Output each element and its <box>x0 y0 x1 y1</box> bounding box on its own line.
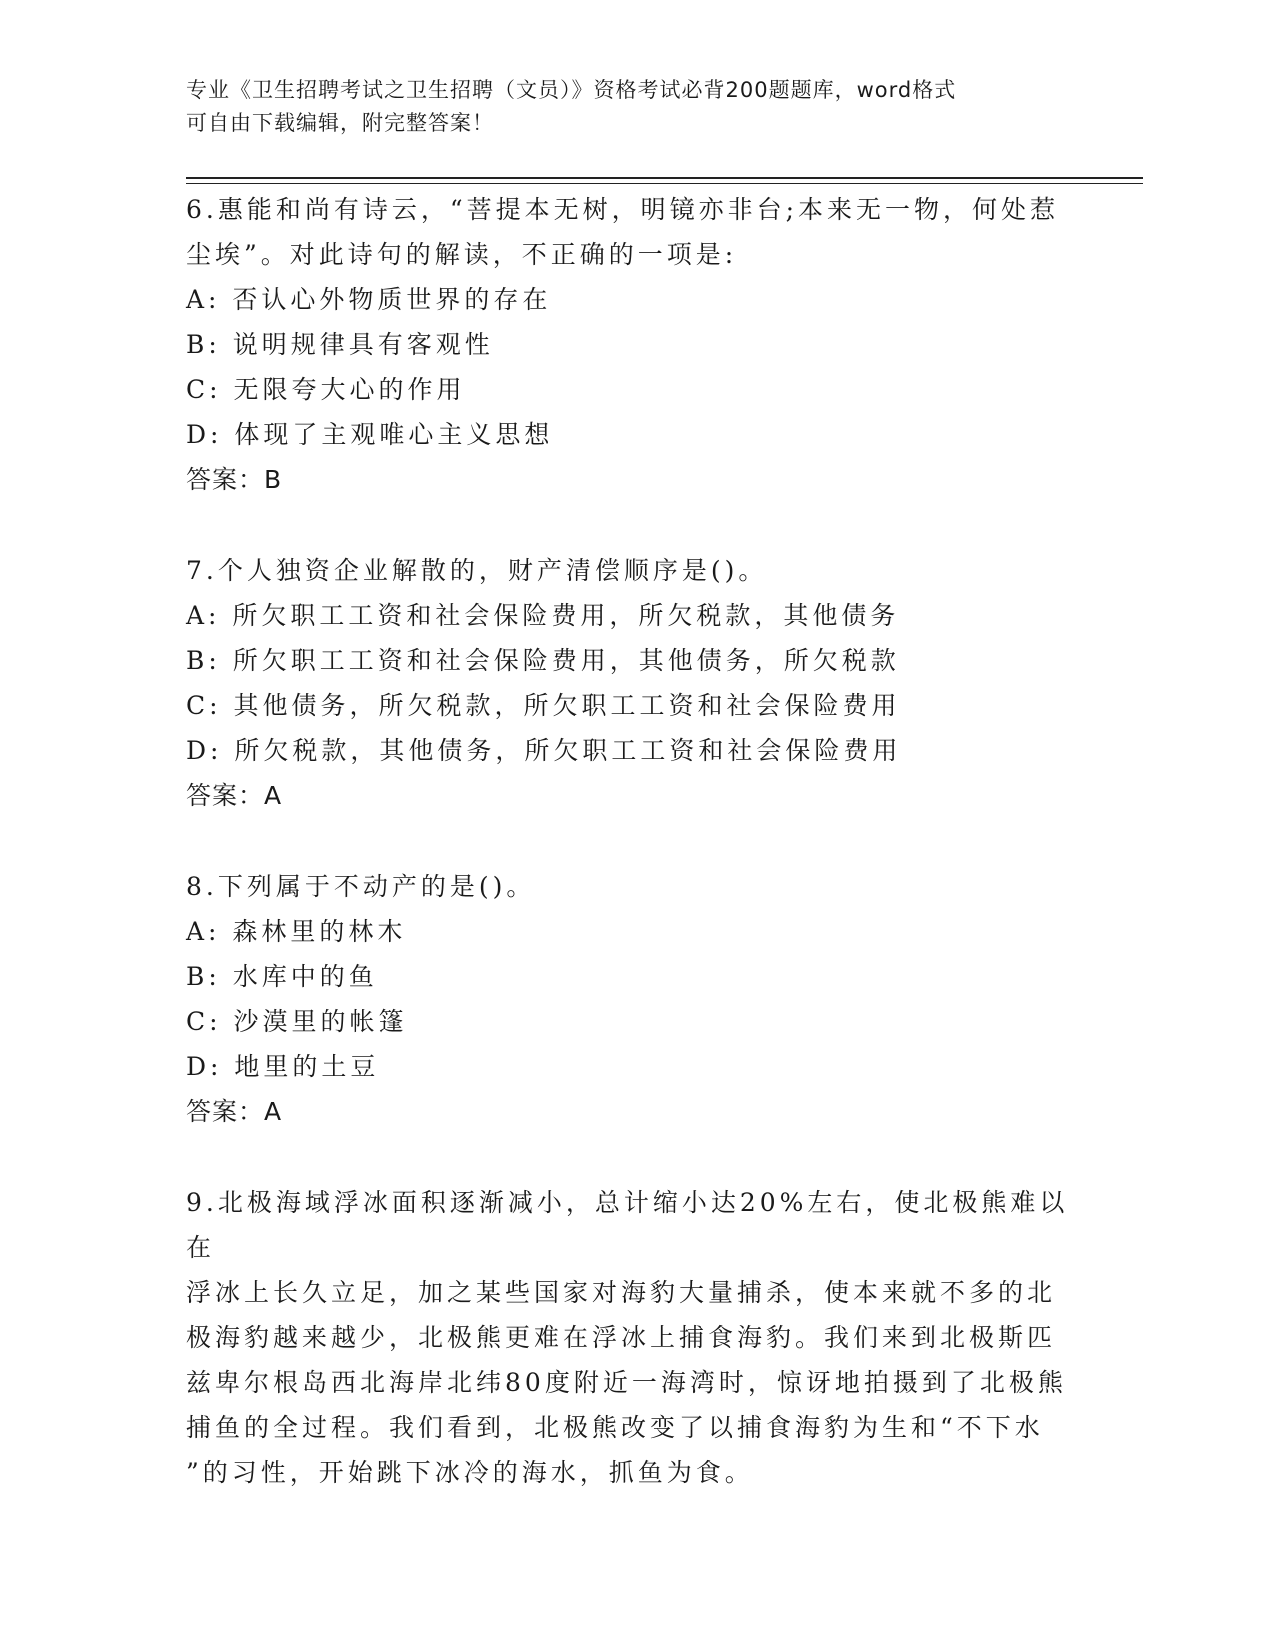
question-7 <box>186 548 1086 818</box>
answer-label: 答案：B <box>186 465 283 494</box>
question-stem <box>186 548 1086 593</box>
question-stem-line: 9.北极海域浮冰面积逐渐减小，总计缩小达20%左右，使北极熊难以在 <box>186 1188 1069 1262</box>
question-6 <box>186 187 1086 502</box>
question-stem-line: 兹卑尔根岛西北海岸北纬80度附近一海湾时，惊讶地拍摄到了北极熊 <box>186 1368 1067 1397</box>
answer-label: 答案：A <box>186 781 283 810</box>
question-stem <box>186 187 1086 277</box>
option-a: A: 否认心外物质世界的存在 <box>186 285 552 314</box>
question-8 <box>186 864 1086 1134</box>
option-d: D: 所欠税款，其他债务，所欠职工工资和社会保险费用 <box>186 736 902 765</box>
header-divider-thin <box>186 183 1143 184</box>
option-a: A: 所欠职工工资和社会保险费用，所欠税款，其他债务 <box>186 601 900 630</box>
option-d: D: 体现了主观唯心主义思想 <box>186 420 554 449</box>
document-header <box>186 74 1086 140</box>
header-divider-thick <box>186 177 1143 179</box>
option-b: B: 说明规律具有客观性 <box>186 330 494 359</box>
question-stem-line: ”的习性，开始跳下冰冷的海水，抓鱼为食。 <box>186 1458 754 1487</box>
option-a: A: 森林里的林木 <box>186 917 407 946</box>
answer-label: 答案：A <box>186 1097 283 1126</box>
question-stem <box>186 1180 1086 1495</box>
question-stem-line: 捕鱼的全过程。我们看到，北极熊改变了以捕食海豹为生和“不下水 <box>186 1413 1044 1442</box>
question-stem-line: 8.下列属于不动产的是()。 <box>186 872 536 901</box>
question-stem-line: 极海豹越来越少，北极熊更难在浮冰上捕食海豹。我们来到北极斯匹 <box>186 1323 1057 1352</box>
option-b: B: 所欠职工工资和社会保险费用，其他债务，所欠税款 <box>186 646 900 675</box>
option-c: C: 其他债务，所欠税款，所欠职工工资和社会保险费用 <box>186 691 901 720</box>
question-9 <box>186 1180 1086 1495</box>
option-b: B: 水库中的鱼 <box>186 962 378 991</box>
option-d: D: 地里的土豆 <box>186 1052 380 1081</box>
question-stem <box>186 864 1086 909</box>
option-c: C: 无限夸大心的作用 <box>186 375 466 404</box>
question-stem-line: 6.惠能和尚有诗云，“菩提本无树，明镜亦非台;本来无一物，何处惹 <box>186 195 1060 224</box>
header-line-1: 专业《卫生招聘考试之卫生招聘（文员）》资格考试必背200题题库，word格式 <box>186 78 957 102</box>
question-stem-line: 7.个人独资企业解散的，财产清偿顺序是()。 <box>186 556 768 585</box>
question-stem-line: 尘埃”。对此诗句的解读，不正确的一项是: <box>186 240 738 269</box>
header-line-2: 可自由下载编辑，附完整答案！ <box>186 111 494 135</box>
question-stem-line: 浮冰上长久立足，加之某些国家对海豹大量捕杀，使本来就不多的北 <box>186 1278 1057 1307</box>
option-c: C: 沙漠里的帐篷 <box>186 1007 408 1036</box>
